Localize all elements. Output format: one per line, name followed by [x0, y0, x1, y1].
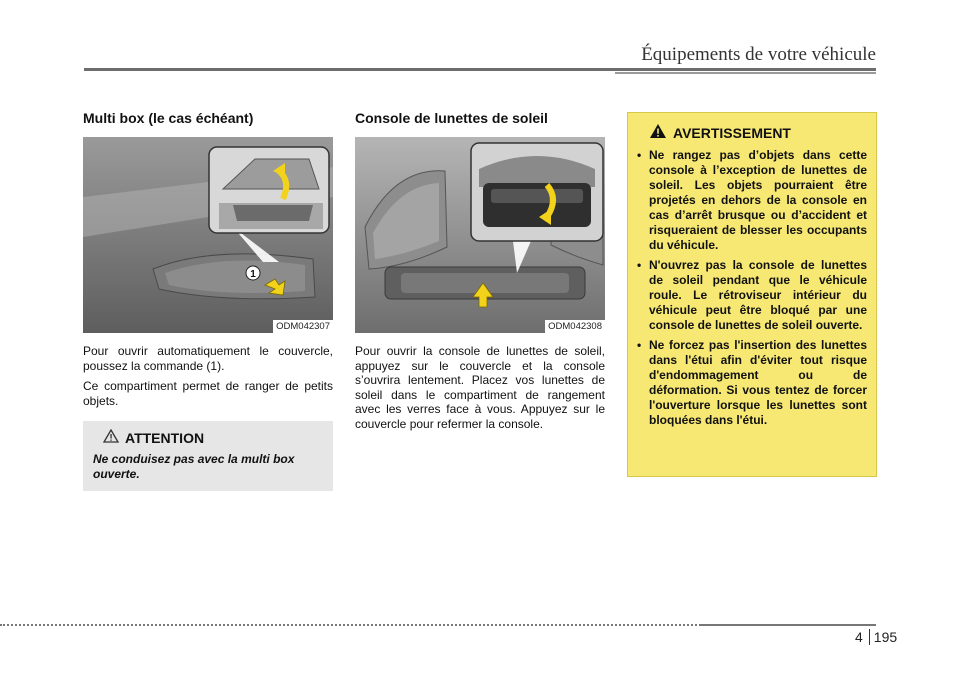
warning-title: AVERTISSEMENT	[673, 124, 791, 141]
warning-item: • Ne forcez pas l'insertion des lunettes dans l'étui afin d'éviter tout risque d'endommagement ou de déformation. Si vous tentez de forcer l'ouverture lorsque les lunettes sont bloquées dans l'étui.	[637, 338, 867, 428]
sunglass-console-photo	[355, 137, 605, 333]
attention-text: Ne conduisez pas avec la multi box ouverte.	[93, 452, 295, 481]
photo-code: ODM042307	[273, 320, 333, 333]
multi-box-section	[83, 110, 333, 408]
photo-code: ODM042308	[545, 320, 605, 333]
warning-list	[637, 148, 867, 428]
sunglass-console-section	[355, 110, 605, 432]
header-rule-accent	[615, 72, 876, 74]
body-paragraph: Pour ouvrir automatiquement le couvercle, poussez la commande (1).	[83, 344, 333, 373]
body-paragraph: Pour ouvrir la console de lunettes de soleil, appuyez sur le couvercle et la console s’ouvrira lentement. Placez vos lunettes de soleil dans le compartiment de rangement avec les verres face à vous. Appuyez sur le couvercle pour refermer la console.	[355, 344, 605, 431]
warning-box	[627, 112, 877, 477]
caution-triangle-icon	[103, 429, 119, 446]
page-number	[855, 629, 897, 645]
sunglass-heading: Console de lunettes de soleil	[355, 110, 548, 126]
attention-box	[83, 421, 333, 491]
footer-rule	[700, 624, 876, 626]
warning-triangle-icon	[649, 123, 667, 142]
page-number-value: 195	[873, 629, 898, 645]
warning-item: • N'ouvrez pas la console de lunettes de soleil pendant que le véhicule roule. Le rétroviseur intérieur du véhicule peut être bloqué par une console de lunettes de soleil ouverte.	[637, 258, 867, 333]
multi-box-photo	[83, 137, 333, 333]
multi-box-heading: Multi box (le cas échéant)	[83, 110, 254, 126]
warning-item: • Ne rangez pas d’objets dans cette console à l’exception de lunettes de soleil. Les objets pourraient être projetés en dehors de la console en cas d’arrêt brusque ou d’accident et risqueraient de blesser les occupants du véhicule.	[637, 148, 867, 253]
chapter-title: Équipements de votre véhicule	[641, 44, 876, 65]
attention-title: ATTENTION	[125, 429, 205, 446]
callout-number: 1	[250, 269, 256, 280]
body-paragraph: Ce compartiment permet de ranger de petits objets.	[83, 379, 333, 408]
chapter-number: 4	[855, 629, 870, 645]
header-rule	[84, 68, 876, 71]
